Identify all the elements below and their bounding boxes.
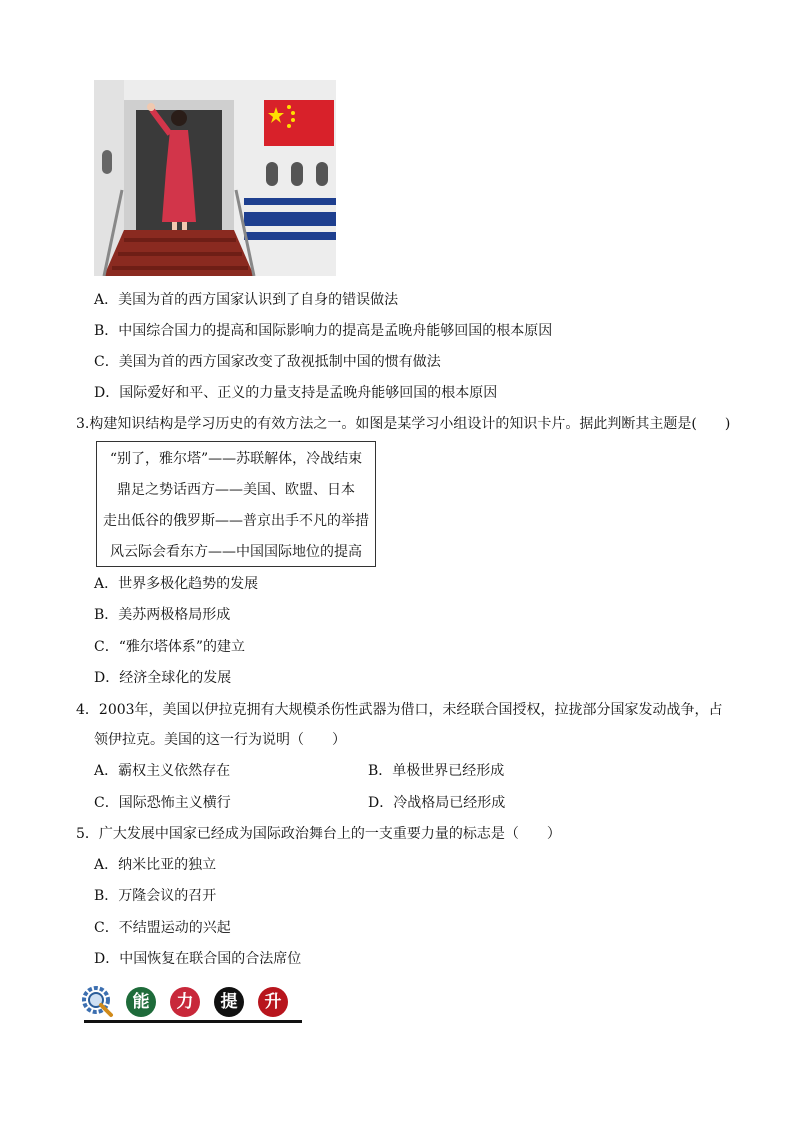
q2-option-d: D．国际爱好和平、正义的力量支持是孟晚舟能够回国的根本原因 (94, 385, 498, 401)
card-line-4: 风云际会看东方——中国国际地位的提高 (110, 544, 362, 560)
q4-option-c: C．国际恐怖主义横行 (94, 795, 231, 811)
q3-option-d: D．经济全球化的发展 (94, 670, 232, 686)
card-line-2: 鼎足之势话西方——美国、欧盟、日本 (117, 482, 355, 498)
q2-option-a: A．美国为首的西方国家认识到了自身的错误做法 (94, 292, 399, 308)
gear-magnifier-icon (80, 984, 116, 1020)
q4-stem-line1: 4．2003年，美国以伊拉克拥有大规模杀伤性武器为借口，未经联合国授权，拉拢部分国家发动战争，占 (76, 702, 723, 718)
section-badge-2: 力 (170, 987, 200, 1017)
airplane-door-photo (94, 80, 336, 276)
q3-option-b: B．美苏两极格局形成 (94, 607, 231, 623)
q4-stem-line2: 领伊拉克。美国的这一行为说明（ ） (94, 732, 346, 748)
q3-option-c: C．“雅尔塔体系”的建立 (94, 639, 246, 655)
section-badge-3: 提 (214, 987, 244, 1017)
q4-option-d: D．冷战格局已经形成 (368, 795, 506, 811)
q2-option-b: B．中国综合国力的提高和国际影响力的提高是孟晚舟能够回国的根本原因 (94, 323, 553, 339)
card-line-3: 走出低谷的俄罗斯——普京出手不凡的举措 (103, 513, 369, 529)
knowledge-card (96, 441, 376, 567)
q2-option-c: C．美国为首的西方国家改变了敌视抵制中国的惯有做法 (94, 354, 441, 370)
q3-stem: 3.构建知识结构是学习历史的有效方法之一。如图是某学习小组设计的知识卡片。据此判断其主题是( ) (76, 416, 731, 432)
section-underline (84, 1020, 302, 1023)
china-flag (264, 100, 334, 146)
q5-option-c: C．不结盟运动的兴起 (94, 920, 231, 936)
section-badge-4: 升 (258, 987, 288, 1017)
q5-stem: 5．广大发展中国家已经成为国际政治舞台上的一支重要力量的标志是（ ） (76, 826, 561, 842)
section-badge-1: 能 (126, 987, 156, 1017)
q3-option-a: A．世界多极化趋势的发展 (94, 576, 259, 592)
q4-option-b: B．单极世界已经形成 (368, 763, 505, 779)
q5-option-d: D．中国恢复在联合国的合法席位 (94, 951, 302, 967)
news-photo (94, 80, 336, 276)
q4-option-a: A．霸权主义依然存在 (94, 763, 231, 779)
card-line-1: “别了，雅尔塔”——苏联解体，冷战结束 (109, 451, 363, 467)
q5-option-b: B．万隆会议的召开 (94, 888, 217, 904)
q5-option-a: A．纳米比亚的独立 (94, 857, 217, 873)
